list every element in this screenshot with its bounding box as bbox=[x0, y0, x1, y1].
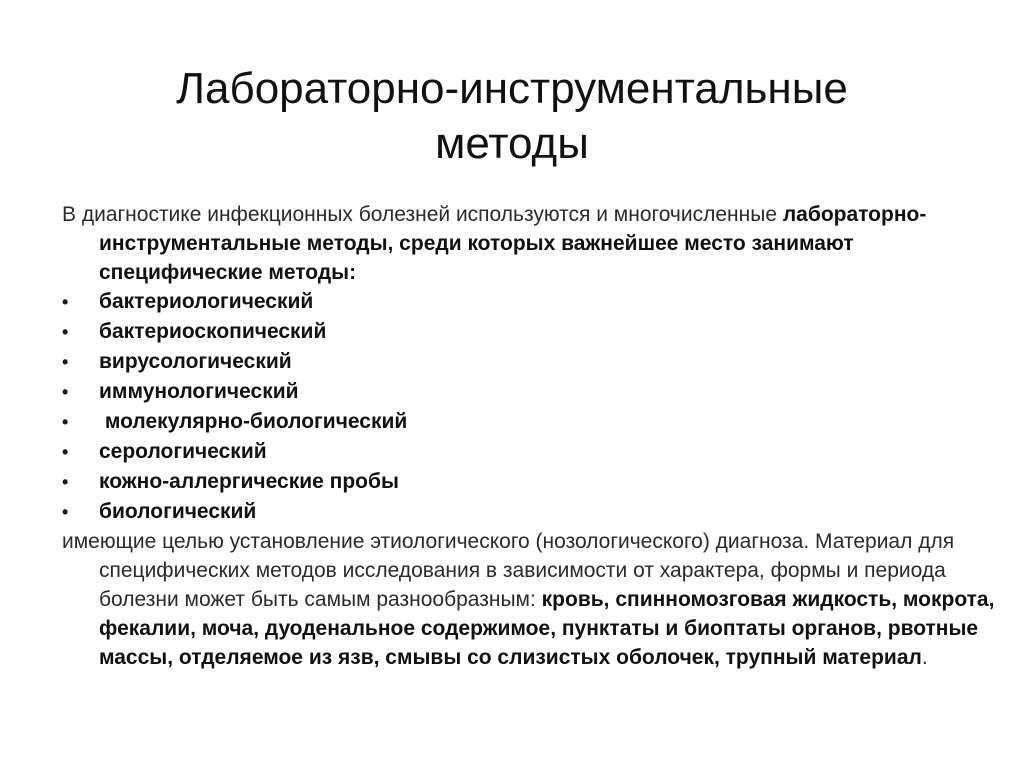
slide-body bbox=[62, 200, 997, 672]
title-line-1: Лабораторно-инструментальные bbox=[176, 64, 848, 114]
list-item bbox=[62, 467, 997, 497]
title-line-2: методы bbox=[435, 119, 589, 169]
list-item-text: иммунологический bbox=[99, 380, 299, 403]
list-item-text: биологический bbox=[99, 500, 257, 523]
intro-bold-text: лабораторно-инструментальные методы, среди которых важнейшее место занимают специфические методы: bbox=[99, 203, 927, 284]
intro-paragraph bbox=[62, 200, 997, 287]
list-item bbox=[62, 407, 997, 437]
list-item-text: кожно-аллергические пробы bbox=[99, 470, 399, 493]
bullet-icon: • bbox=[62, 382, 69, 402]
closing-paragraph bbox=[62, 527, 997, 672]
list-item-text: бактериоскопический bbox=[99, 320, 327, 343]
closing-lead-text: имеющие целью установление этиологического (нозологического) диагноза. Материал для специфических методов исследования в зависимости от характера, формы и периода болезни может быть самым разнообразным: bbox=[62, 530, 955, 611]
list-item-text: серологический bbox=[99, 440, 267, 463]
list-item bbox=[62, 287, 997, 317]
list-item bbox=[62, 377, 997, 407]
list-item bbox=[62, 497, 997, 527]
list-item bbox=[62, 347, 997, 377]
bullet-icon: • bbox=[62, 292, 69, 312]
list-item bbox=[62, 317, 997, 347]
intro-lead-text: В диагностике инфекционных болезней используются и многочисленные bbox=[62, 203, 777, 226]
list-item bbox=[62, 437, 997, 467]
list-item-text: молекулярно-биологический bbox=[99, 410, 408, 433]
list-item-text: бактериологический bbox=[99, 290, 314, 313]
slide-title bbox=[40, 61, 984, 171]
bullet-icon: • bbox=[62, 412, 69, 432]
closing-end-punctuation: . bbox=[921, 646, 928, 669]
bullet-icon: • bbox=[62, 322, 69, 342]
bullet-icon: • bbox=[62, 472, 69, 492]
bullet-icon: • bbox=[62, 442, 69, 462]
bullet-icon: • bbox=[62, 352, 69, 372]
methods-list bbox=[62, 287, 997, 527]
bullet-icon: • bbox=[62, 502, 69, 522]
closing-bold-text: кровь, спинномозговая жидкость, мокрота, фекалии, моча, дуоденальное содержимое, пунктаты и биоптаты органов, рвотные массы, отделяемое из язв, смывы со слизистых оболочек, трупный материал bbox=[99, 588, 995, 669]
list-item-text: вирусологический bbox=[99, 350, 292, 373]
